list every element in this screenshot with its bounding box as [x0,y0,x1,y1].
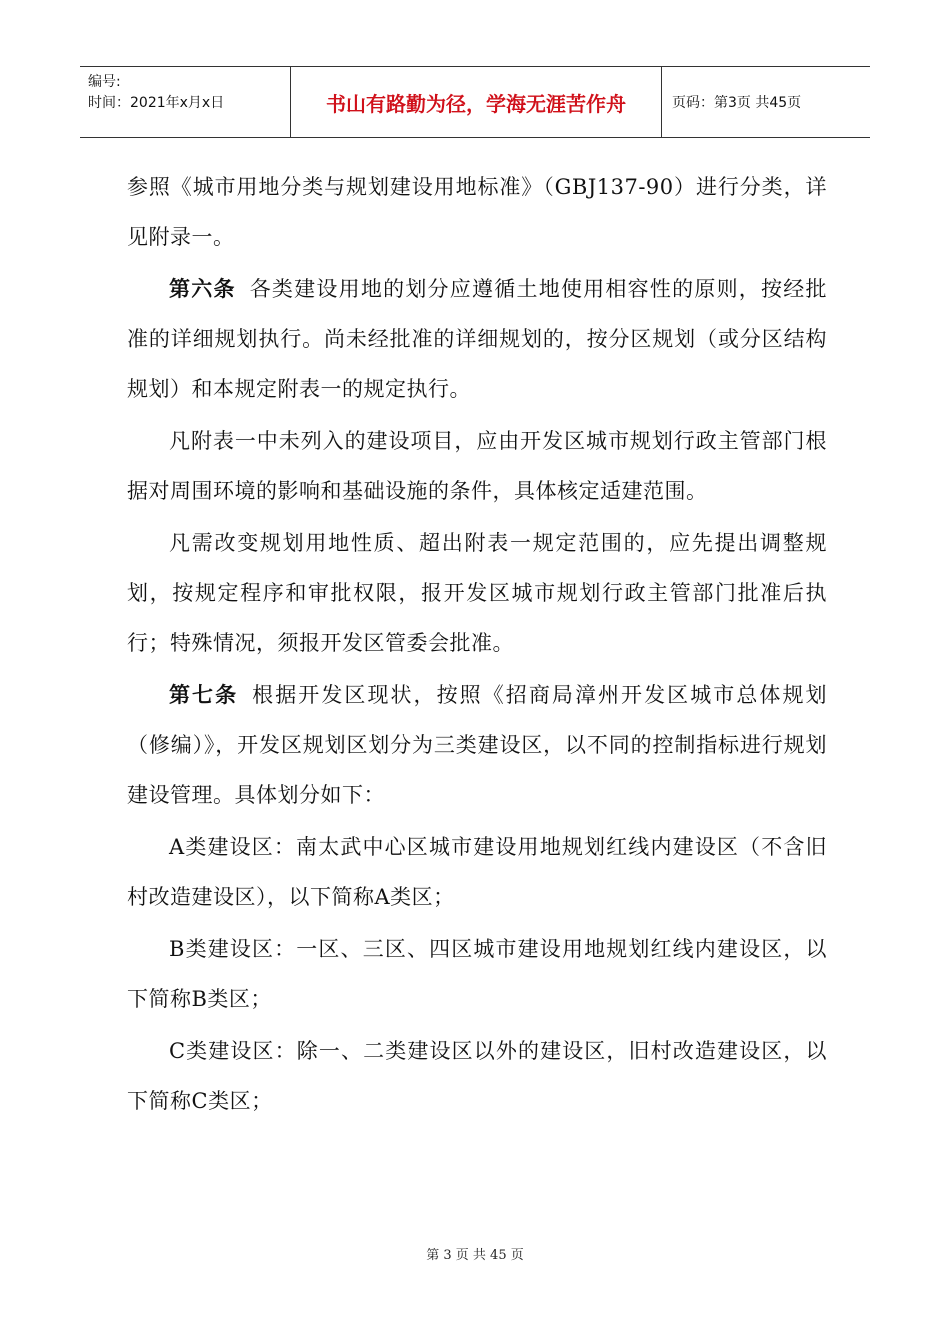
article-6-title: 第六条 [169,277,236,301]
paragraph-change-land-use: 凡需改变规划用地性质、超出附表一规定范围的，应先提出调整规划，按规定程序和审批权限，报开发区城市规划行政主管部门批准后执行；特殊情况，须报开发区管委会批准。 [127,531,827,655]
document-body [127,162,827,1128]
article-7-text: 根据开发区现状，按照《招商局漳州开发区城市总体规划（修编）》，开发区规划区划分为三类建设区，以不同的控制指标进行规划建设管理。具体划分如下： [127,683,828,807]
header-meta [80,67,291,137]
zone-b-definition: B类建设区：一区、三区、四区城市建设用地规划红线内建设区，以下简称B类区； [127,937,827,1011]
page-header [80,66,870,138]
document-number-label: 编号: [88,74,121,90]
paragraph-unlisted-projects: 凡附表一中未列入的建设项目，应由开发区城市规划行政主管部门根据对周围环境的影响和基础设施的条件，具体核定适建范围。 [127,429,827,503]
document-date: 时间：2021年x月x日 [88,95,225,111]
article-6-text: 各类建设用地的划分应遵循土地使用相容性的原则，按经批准的详细规划执行。尚未经批准的详细规划的，按分区规划（或分区结构规划）和本规定附表一的规定执行。 [127,277,828,401]
header-page-info: 页码：第3页 共45页 [672,95,802,111]
header-motto: 书山有路勤为径，学海无涯苦作舟 [291,67,662,137]
article-6 [127,264,827,414]
zone-c-definition: C类建设区：除一、二类建设区以外的建设区，旧村改造建设区，以下简称C类区； [127,1039,827,1113]
paragraph-classification: 参照《城市用地分类与规划建设用地标准》（GBJ137-90）进行分类，详见附录一。 [127,175,827,249]
zone-a-definition: A类建设区：南太武中心区城市建设用地规划红线内建设区（不含旧村改造建设区），以下简称A类区； [127,835,827,909]
article-7-title: 第七条 [169,683,239,707]
article-7 [127,670,827,820]
page-footer: 第 3 页 共 45 页 [426,1248,524,1263]
